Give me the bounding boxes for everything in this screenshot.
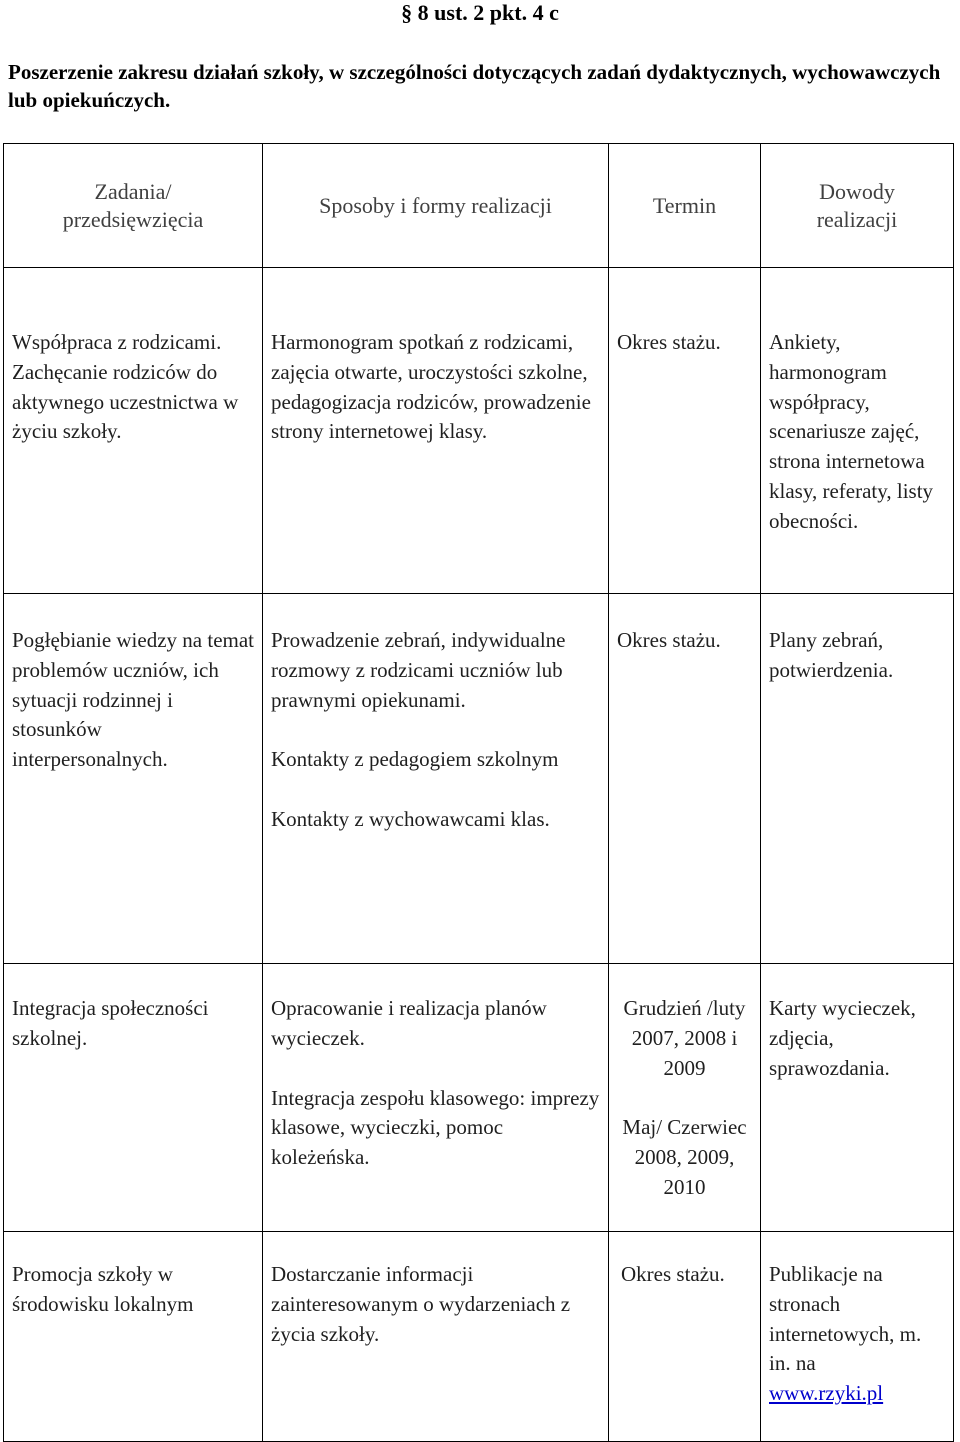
term-cell: Okres stażu. [609,268,761,594]
section-subheading: Poszerzenie zakresu działań szkoły, w szczególności dotyczących zadań dydaktycznych, wychowawczych lub opiekuńczych. [8,60,941,112]
method-item: Integracja zespołu klasowego: imprezy klasowe, wycieczki, pomoc koleżeńska. [271,1085,600,1170]
task-cell: Współpraca z rodzicami. Zachęcanie rodziców do aktywnego uczestnictwa w życiu szkoły. [4,268,263,594]
plan-table [3,143,954,1442]
table-row [4,1232,954,1442]
header-evidence: Dowody realizacji [761,144,954,268]
term-cell: Okres stażu. [609,1232,761,1442]
table-row [4,268,954,594]
methods-cell: Dostarczanie informacji zainteresowanym o wydarzeniach z życia szkoły. [263,1232,609,1442]
evidence-cell: Karty wycieczek, zdjęcia, sprawozdania. [761,964,954,1232]
method-item: Opracowanie i realizacja planów wycieczek. [271,996,547,1050]
term-cell: Okres stażu. [609,594,761,964]
methods-cell [263,594,609,964]
method-item: Kontakty z pedagogiem szkolnym [271,747,559,772]
method-item: Kontakty z wychowawcami klas. [271,807,550,832]
evidence-cell [761,1232,954,1442]
evidence-text: Publikacje na stronach internetowych, m. in. na [769,1262,922,1376]
evidence-cell: Plany zebrań, potwierdzenia. [761,594,954,964]
website-link[interactable]: www.rzyki.pl [769,1381,884,1406]
header-term: Termin [609,144,761,268]
evidence-cell: Ankiety, harmonogram współpracy, scenariusze zajęć, strona internetowa klasy, referaty, listy obecności. [761,268,954,594]
task-cell: Integracja społeczności szkolnej. [4,964,263,1232]
header-methods: Sposoby i formy realizacji [263,144,609,268]
task-cell: Promocja szkoły w środowisku lokalnym [4,1232,263,1442]
methods-cell: Harmonogram spotkań z rodzicami, zajęcia otwarte, uroczystości szkolne, pedagogizacja rodziców, prowadzenie strony internetowej klasy. [263,268,609,594]
term-cell [609,964,761,1232]
term-item: Grudzień /luty 2007, 2008 i 2009 [623,996,746,1080]
term-item: Maj/ Czerwiec 2008, 2009, 2010 [622,1115,747,1199]
table-row [4,594,954,964]
methods-cell [263,964,609,1232]
header-tasks: Zadania/ przedsięwzięcia [4,144,263,268]
section-heading: § 8 ust. 2 pkt. 4 c [401,0,559,25]
table-header-row [4,144,954,268]
table-row [4,964,954,1232]
task-cell: Pogłębianie wiedzy na temat problemów uczniów, ich sytuacji rodzinnej i stosunków interpersonalnych. [4,594,263,964]
method-item: Prowadzenie zebrań, indywidualne rozmowy z rodzicami uczniów lub prawnymi opiekunami. [271,628,566,712]
